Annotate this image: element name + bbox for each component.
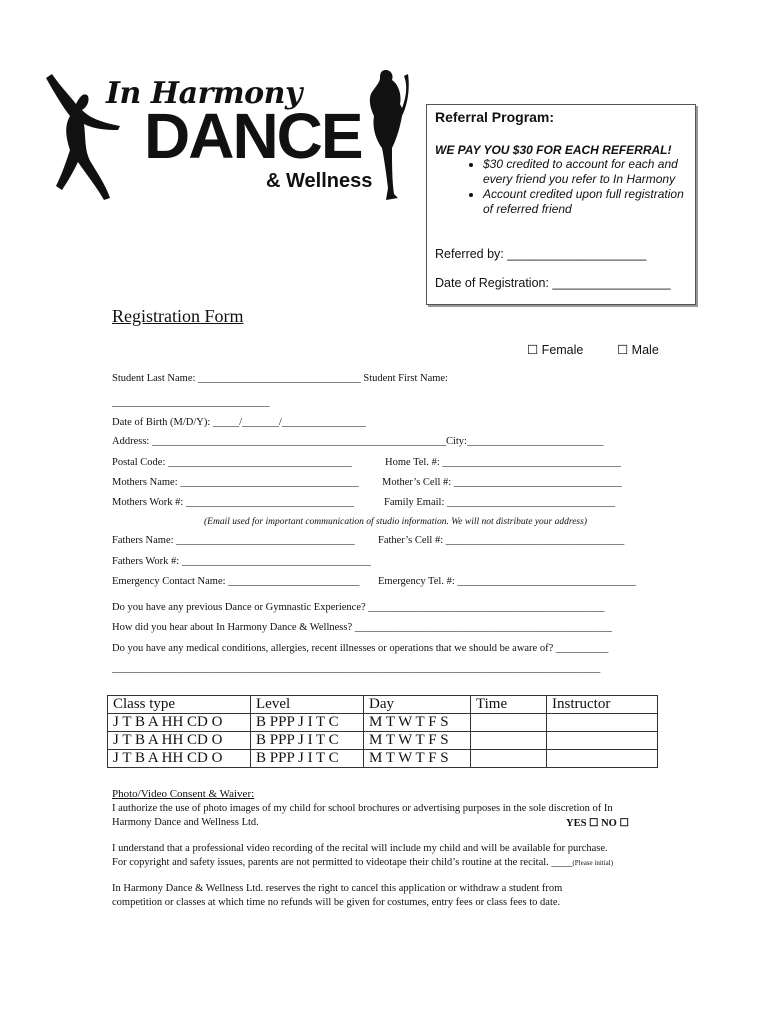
consent-para2-line1: I understand that a professional video recording of the recital will include my child and will be available for purchase. [112, 843, 608, 854]
email-note: (Email used for important communication of studio information. We will not distribute your address) [204, 517, 587, 527]
class-type-cell[interactable]: J T B A HH CD O [108, 732, 251, 750]
time-cell[interactable] [471, 750, 547, 768]
instructor-cell[interactable] [547, 750, 658, 768]
emergency-tel-field[interactable]: Emergency Tel. #: __________________________________ [378, 576, 636, 587]
time-cell[interactable] [471, 714, 547, 732]
class-schedule-table [107, 695, 658, 768]
header-class-type: Class type [108, 696, 251, 714]
consent-para1-line2: Harmony Dance and Wellness Ltd. [112, 817, 259, 828]
initial-note: (Please initial) [572, 859, 614, 867]
header-day: Day [364, 696, 471, 714]
table-row [108, 732, 658, 750]
home-tel-field[interactable]: Home Tel. #: __________________________________ [385, 457, 621, 468]
mothers-name-field[interactable]: Mothers Name: __________________________________ [112, 477, 359, 488]
consent-para3-line2: competition or classes at which time no refunds will be given for costumes, entry fees or class fees to date. [112, 897, 561, 908]
referral-bullets [455, 157, 693, 217]
instructor-cell[interactable] [547, 714, 658, 732]
table-row [108, 750, 658, 768]
referral-bullet: • Account credited upon full registration of referred friend [483, 187, 693, 217]
logo-in-harmony: In Harmony [106, 76, 302, 111]
experience-question[interactable]: Do you have any previous Dance or Gymnastic Experience? _____________________________________________ [112, 602, 605, 613]
class-type-cell[interactable]: J T B A HH CD O [108, 750, 251, 768]
level-cell[interactable]: B PPP J I T C [251, 714, 364, 732]
logo-dance: DANCE [144, 100, 362, 172]
table-row [108, 714, 658, 732]
referral-headline: WE PAY YOU $30 FOR EACH REFERRAL! [435, 143, 672, 157]
fathers-name-field[interactable]: Fathers Name: __________________________________ [112, 535, 355, 546]
date-of-registration-field[interactable]: Date of Registration: _________________ [435, 276, 671, 290]
day-cell[interactable]: M T W T F S [364, 714, 471, 732]
emergency-contact-field[interactable]: Emergency Contact Name: _________________________ [112, 576, 360, 587]
fathers-cell-field[interactable]: Father’s Cell #: __________________________________ [378, 535, 625, 546]
postal-code-field[interactable]: Postal Code: ___________________________________ [112, 457, 352, 468]
hear-about-question[interactable]: How did you hear about In Harmony Dance & Wellness? _________________________________________________ [112, 622, 612, 633]
consent-heading: Photo/Video Consent & Waiver: [112, 788, 255, 800]
medical-question[interactable]: Do you have any medical conditions, allergies, recent illnesses or operations that we should be aware of? __________ [112, 643, 609, 654]
medical-answer-line[interactable]: _____________________________________________________________________________________________ [112, 663, 601, 674]
instructor-cell[interactable] [547, 732, 658, 750]
fathers-work-field[interactable]: Fathers Work #: ____________________________________ [112, 556, 371, 567]
level-cell[interactable]: B PPP J I T C [251, 750, 364, 768]
referral-bullet: • $30 credited to account for each and every friend you refer to In Harmony [483, 157, 693, 187]
family-email-field[interactable]: Family Email: ________________________________ [384, 497, 615, 508]
student-name-field[interactable]: Student Last Name: _______________________________ Student First Name: [112, 373, 448, 384]
day-cell[interactable]: M T W T F S [364, 750, 471, 768]
address-field[interactable]: Address: ________________________________________________________City:__________________________ [112, 436, 604, 447]
yes-no-checkboxes[interactable]: YES ☐ NO ☐ [566, 818, 629, 829]
header-level: Level [251, 696, 364, 714]
class-type-cell[interactable]: J T B A HH CD O [108, 714, 251, 732]
referral-program-box [426, 104, 696, 305]
student-first-name-line[interactable]: ______________________________ [112, 397, 270, 408]
consent-para1-line1: I authorize the use of photo images of my child for school brochures or advertising purposes in the sole discretion of In [112, 803, 613, 814]
form-title: Registration Form [112, 306, 244, 326]
level-cell[interactable]: B PPP J I T C [251, 732, 364, 750]
studio-logo [40, 66, 385, 206]
mothers-work-field[interactable]: Mothers Work #: ________________________________ [112, 497, 354, 508]
male-checkbox[interactable]: ☐ Male [617, 343, 659, 357]
mothers-cell-field[interactable]: Mother’s Cell #: ________________________________ [382, 477, 622, 488]
logo-wellness: & Wellness [266, 170, 373, 192]
time-cell[interactable] [471, 732, 547, 750]
consent-para2-line2 [112, 857, 613, 868]
header-instructor: Instructor [547, 696, 658, 714]
female-checkbox[interactable]: ☐ Female [527, 343, 584, 357]
table-header-row [108, 696, 658, 714]
referred-by-field[interactable]: Referred by: ____________________ [435, 247, 647, 261]
dob-field[interactable]: Date of Birth (M/D/Y): _____/_______/________________ [112, 417, 366, 428]
header-time: Time [471, 696, 547, 714]
dancer-standing-icon [362, 68, 410, 204]
consent-para2-text: For copyright and safety issues, parents are not permitted to videotape their child’s routine at the recital. ____ [112, 857, 573, 868]
consent-para3-line1: In Harmony Dance & Wellness Ltd. reserves the right to cancel this application or withdraw a student from [112, 883, 563, 894]
day-cell[interactable]: M T W T F S [364, 732, 471, 750]
referral-title: Referral Program: [435, 109, 555, 125]
